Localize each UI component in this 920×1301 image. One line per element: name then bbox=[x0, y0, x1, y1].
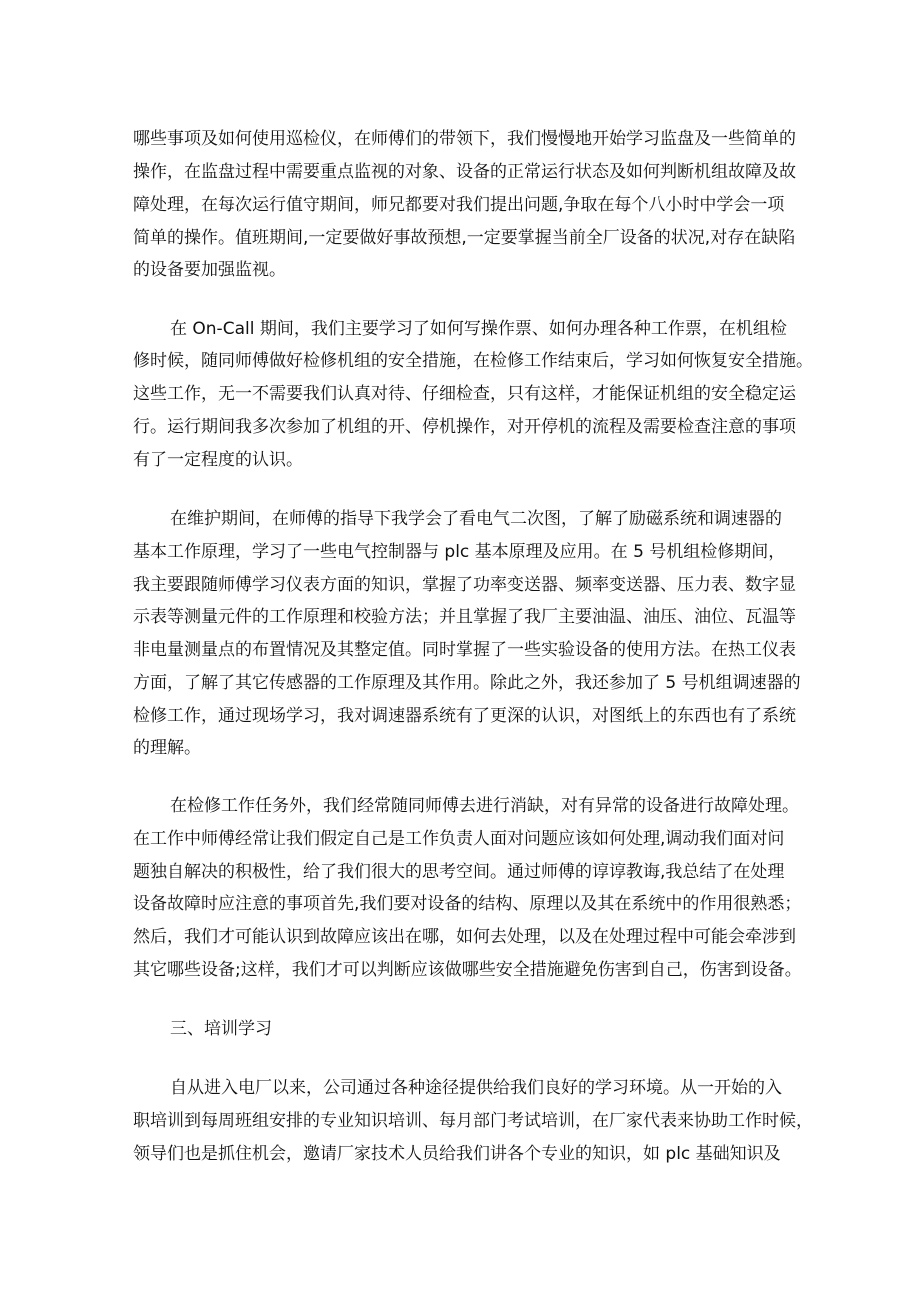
text-line: 题独自解决的积极性，给了我们很大的思考空间。通过师傅的谆谆教诲,我总结了在处理 bbox=[133, 862, 785, 882]
text-line: 哪些事项及如何使用巡检仪，在师傅们的带领下，我们慢慢地开始学习监盘及一些简单的 bbox=[133, 129, 796, 149]
text-line: 在工作中师傅经常让我们假定自己是工作负责人面对问题应该如何处理,调动我们面对问 bbox=[133, 829, 785, 849]
text-line: 领导们也是抓住机会，邀请厂家技术人员给我们讲各个专业的知识，如 plc 基础知识及 bbox=[133, 1144, 781, 1164]
text-line: 方面，了解了其它传感器的工作原理及其作用。除此之外，我还参加了 5 号机组调速器的 bbox=[133, 673, 801, 693]
text-line: 修时候，随同师傅做好检修机组的安全措施，在检修工作结束后，学习如何恢复安全措施。 bbox=[133, 351, 813, 371]
text-line: 职培训到每周班组安排的专业知识培训、每月部门考试培训，在厂家代表来协助工作时候， bbox=[133, 1111, 813, 1131]
text-line: 其它哪些设备;这样，我们才可以判断应该做哪些安全措施避免伤害到自己，伤害到设备。 bbox=[133, 960, 802, 980]
text-line: 的设备要加强监视。 bbox=[133, 260, 286, 280]
section-title: 三、培训学习 bbox=[170, 1019, 272, 1039]
text-line: 在检修工作任务外，我们经常随同师傅去进行消缺，对有异常的设备进行故障处理。 bbox=[170, 796, 799, 816]
text-line: 的理解。 bbox=[133, 738, 201, 758]
text-line: 在 On-Call 期间，我们主要学习了如何写操作票、如何办理各种工作票，在机组检 bbox=[170, 319, 787, 339]
text-line: 设备故障时应注意的事项首先,我们要对设备的结构、原理以及其在系统中的作用很熟悉； bbox=[133, 894, 802, 914]
text-line: 操作，在监盘过程中需要重点监视的对象、设备的正常运行状态及如何判断机组故障及故 bbox=[133, 162, 796, 182]
text-line: 我主要跟随师傅学习仪表方面的知识，掌握了功率变送器、频率变送器、压力表、数字显 bbox=[133, 575, 796, 595]
text-line: 有了一定程度的认识。 bbox=[133, 450, 303, 470]
text-line: 这些工作，无一不需要我们认真对待、仔细检查，只有这样，才能保证机组的安全稳定运 bbox=[133, 384, 796, 404]
text-line: 基本工作原理，学习了一些电气控制器与 plc 基本原理及应用。在 5 号机组检修期间， bbox=[133, 542, 786, 562]
text-line: 障处理，在每次运行值守期间，师兄都要对我们提出问题,争取在每个八小时中学会一项 bbox=[133, 195, 785, 215]
text-line: 示表等测量元件的工作原理和校验方法；并且掌握了我厂主要油温、油压、油位、瓦温等 bbox=[133, 607, 796, 627]
text-line: 自从进入电厂以来，公司通过各种途径提供给我们良好的学习环境。从一开始的入 bbox=[170, 1078, 782, 1098]
text-line: 检修工作，通过现场学习，我对调速器系统有了更深的认识，对图纸上的东西也有了系统 bbox=[133, 706, 796, 726]
text-line: 在维护期间，在师傅的指导下我学会了看电气二次图，了解了励磁系统和调速器的 bbox=[170, 509, 782, 529]
text-line: 然后，我们才可能认识到故障应该出在哪，如何去处理，以及在处理过程中可能会牵涉到 bbox=[133, 927, 796, 947]
text-line: 非电量测量点的布置情况及其整定值。同时掌握了一些实验设备的使用方法。在热工仪表 bbox=[133, 640, 796, 660]
text-line: 行。运行期间我多次参加了机组的开、停机操作，对开停机的流程及需要检查注意的事项 bbox=[133, 417, 796, 437]
text-line: 简单的操作。值班期间,一定要做好事故预想,一定要掌握当前全厂设备的状况,对存在缺陷 bbox=[133, 228, 796, 248]
